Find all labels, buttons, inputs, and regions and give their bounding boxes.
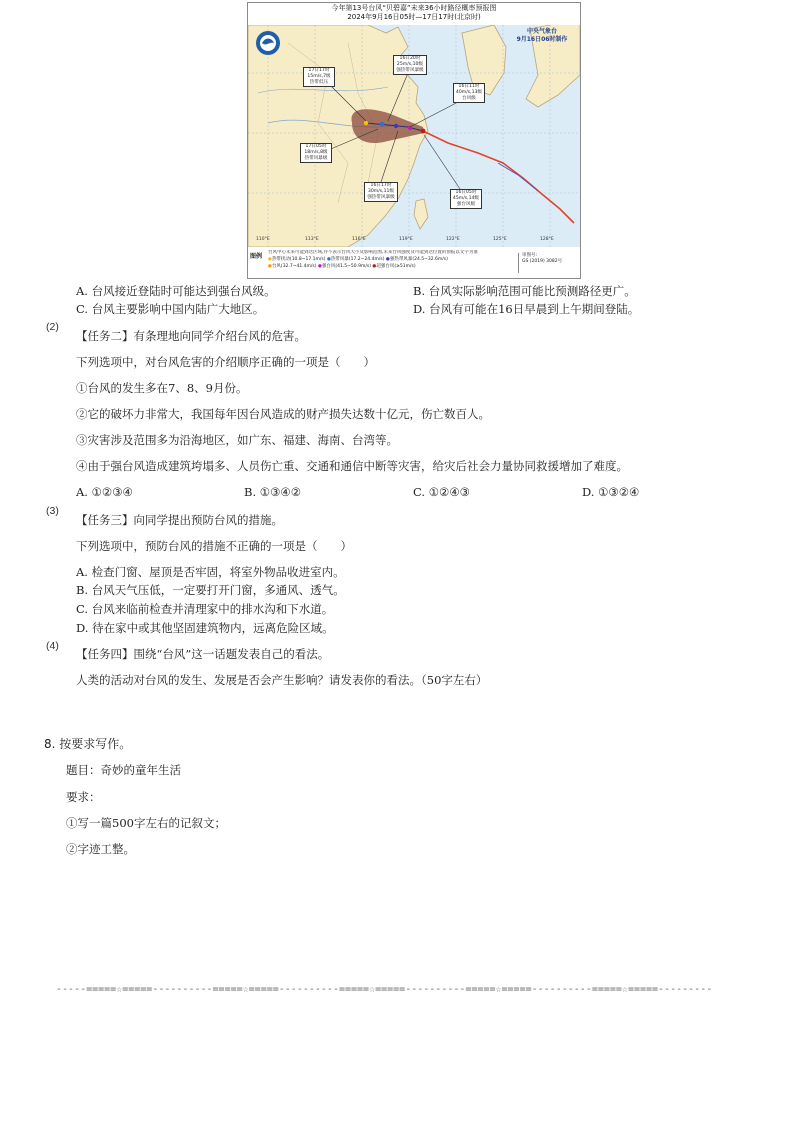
q3-prompt: 下列选项中，预防台风的措施不正确的一项是（ ） [76,539,352,553]
map-title [248,4,580,22]
q2-number: (2) [46,321,59,333]
map-callout: 17日05时 18m/s,8级 热带风暴级 [300,143,332,163]
q1-option-b[interactable]: B. 台风实际影响范围可能比预测路径更广。 [413,284,636,298]
q3-option-c[interactable]: C. 台风来临前检查并清理家中的排水沟和下水道。 [76,602,334,616]
map-title-line1: 今年第13号台风“贝碧嘉”未来36小时路径概率预报图 [331,4,497,12]
q2-statement-4: ④由于强台风造成建筑垮塌多、人员伤亡重、交通和通信中断等灾害，给灾后社会力量协同救援增加了难度。 [76,459,628,473]
q8-requirement-1: ①写一篇500字左右的记叙文； [66,816,226,830]
map-title-line2: 2024年9月16日05时—17日17时(北京时) [347,13,481,21]
map-agency: 中央气象台 [526,28,557,35]
q2-statement-1: ①台风的发生多在7、8、9月份。 [76,381,248,395]
typhoon-forecast-map [247,2,581,279]
map-callout: 16日17时 30m/s,11级 强热带风暴级 [364,182,398,202]
legend-note: 台风中心未来可能到达区域,并不表示台风大小及影响范围,未来台风强度及可能到达位置的预报以文字为准 [268,250,478,255]
q3-number: (3) [46,505,59,517]
q2-option-a[interactable]: A. ①②③④ [76,485,133,499]
map-callout: 16日05时 45m/s,14级 强台风级 [450,189,482,209]
q8-requirements-label: 要求： [66,790,101,804]
q2-task: 【任务二】有条理地向同学介绍台风的危害。 [76,329,306,343]
legend-label: 图例 [250,253,263,260]
q2-option-c[interactable]: C. ①②④③ [413,485,470,499]
q4-number: (4) [46,640,59,652]
q8-title: 题目：奇妙的童年生活 [66,763,181,777]
approval-number: GS (2019) 3082号 [522,259,563,264]
page-separator: -----=====☆=====----------=====☆=====----------=====☆=====----------=====☆=====----------=====☆=====--------- [56,984,713,995]
q4-task: 【任务四】围绕“台风”这一话题发表自己的看法。 [76,647,330,661]
q2-statement-2: ②它的破坏力非常大，我国每年因台风造成的财产损失达数十亿元，伤亡数百人。 [76,407,490,421]
q1-option-c[interactable]: C. 台风主要影响中国内陆广大地区。 [76,302,265,316]
q1-option-d[interactable]: D. 台风有可能在16日早晨到上午期间登陆。 [413,302,640,316]
map-issued: 9月16日06时制作 [516,36,568,43]
q2-statement-3: ③灾害涉及范围多为沿海地区，如广东、福建、海南、台湾等。 [76,433,398,447]
map-legend: 图例 台风中心未来可能到达区域,并不表示台风大小及影响范围,未来台风强度及可能到达位置的预报以文字为准 ●热带扰动(10.8~17.1m/s) ●热带风暴(17.2~24.4m/s) ●强热带风暴(24.5~32.6m/s) ●台风(32.7~41.4m/s) ●强台风(41.5~50.9m/s) ●超强台风(≥51m/s) 审图号: GS (2019) 3082号 [250,250,578,276]
q8-requirement-2: ②字迹工整。 [66,842,135,856]
q1-option-a[interactable]: A. 台风接近登陆时可能达到强台风级。 [76,284,276,298]
q2-option-b[interactable]: B. ①③④② [244,485,302,499]
cma-logo-icon [256,31,280,55]
q3-option-d[interactable]: D. 待在家中或其他坚固建筑物内，远离危险区域。 [76,621,334,635]
map-callout: 17日17时 15m/s,7级 热带低压 [303,67,335,87]
approval-label: 审图号: [522,253,538,258]
map-callout: 16日11时 40m/s,13级 台风级 [453,83,485,103]
map-agency-block [508,28,576,44]
q3-option-b[interactable]: B. 台风天气压低，一定要打开门窗，多通风、透气。 [76,583,345,597]
map-longitude-labels: 110°E 113°E 116°E 119°E 122°E 125°E 128°E [256,237,554,242]
q3-option-a[interactable]: A. 检查门窗、屋顶是否牢固，将室外物品收进室内。 [76,565,345,579]
map-callout: 16日20时 25m/s,10级 强热带风暴级 [393,55,427,75]
q4-prompt: 人类的活动对台风的发生、发展是否会产生影响？请发表你的看法。（50字左右） [76,673,488,687]
q8-heading: 8. 按要求写作。 [44,737,132,751]
q2-prompt: 下列选项中，对台风危害的介绍顺序正确的一项是（ ） [76,355,375,369]
q3-task: 【任务三】向同学提出预防台风的措施。 [76,513,283,527]
q2-option-d[interactable]: D. ①③②④ [582,485,640,499]
